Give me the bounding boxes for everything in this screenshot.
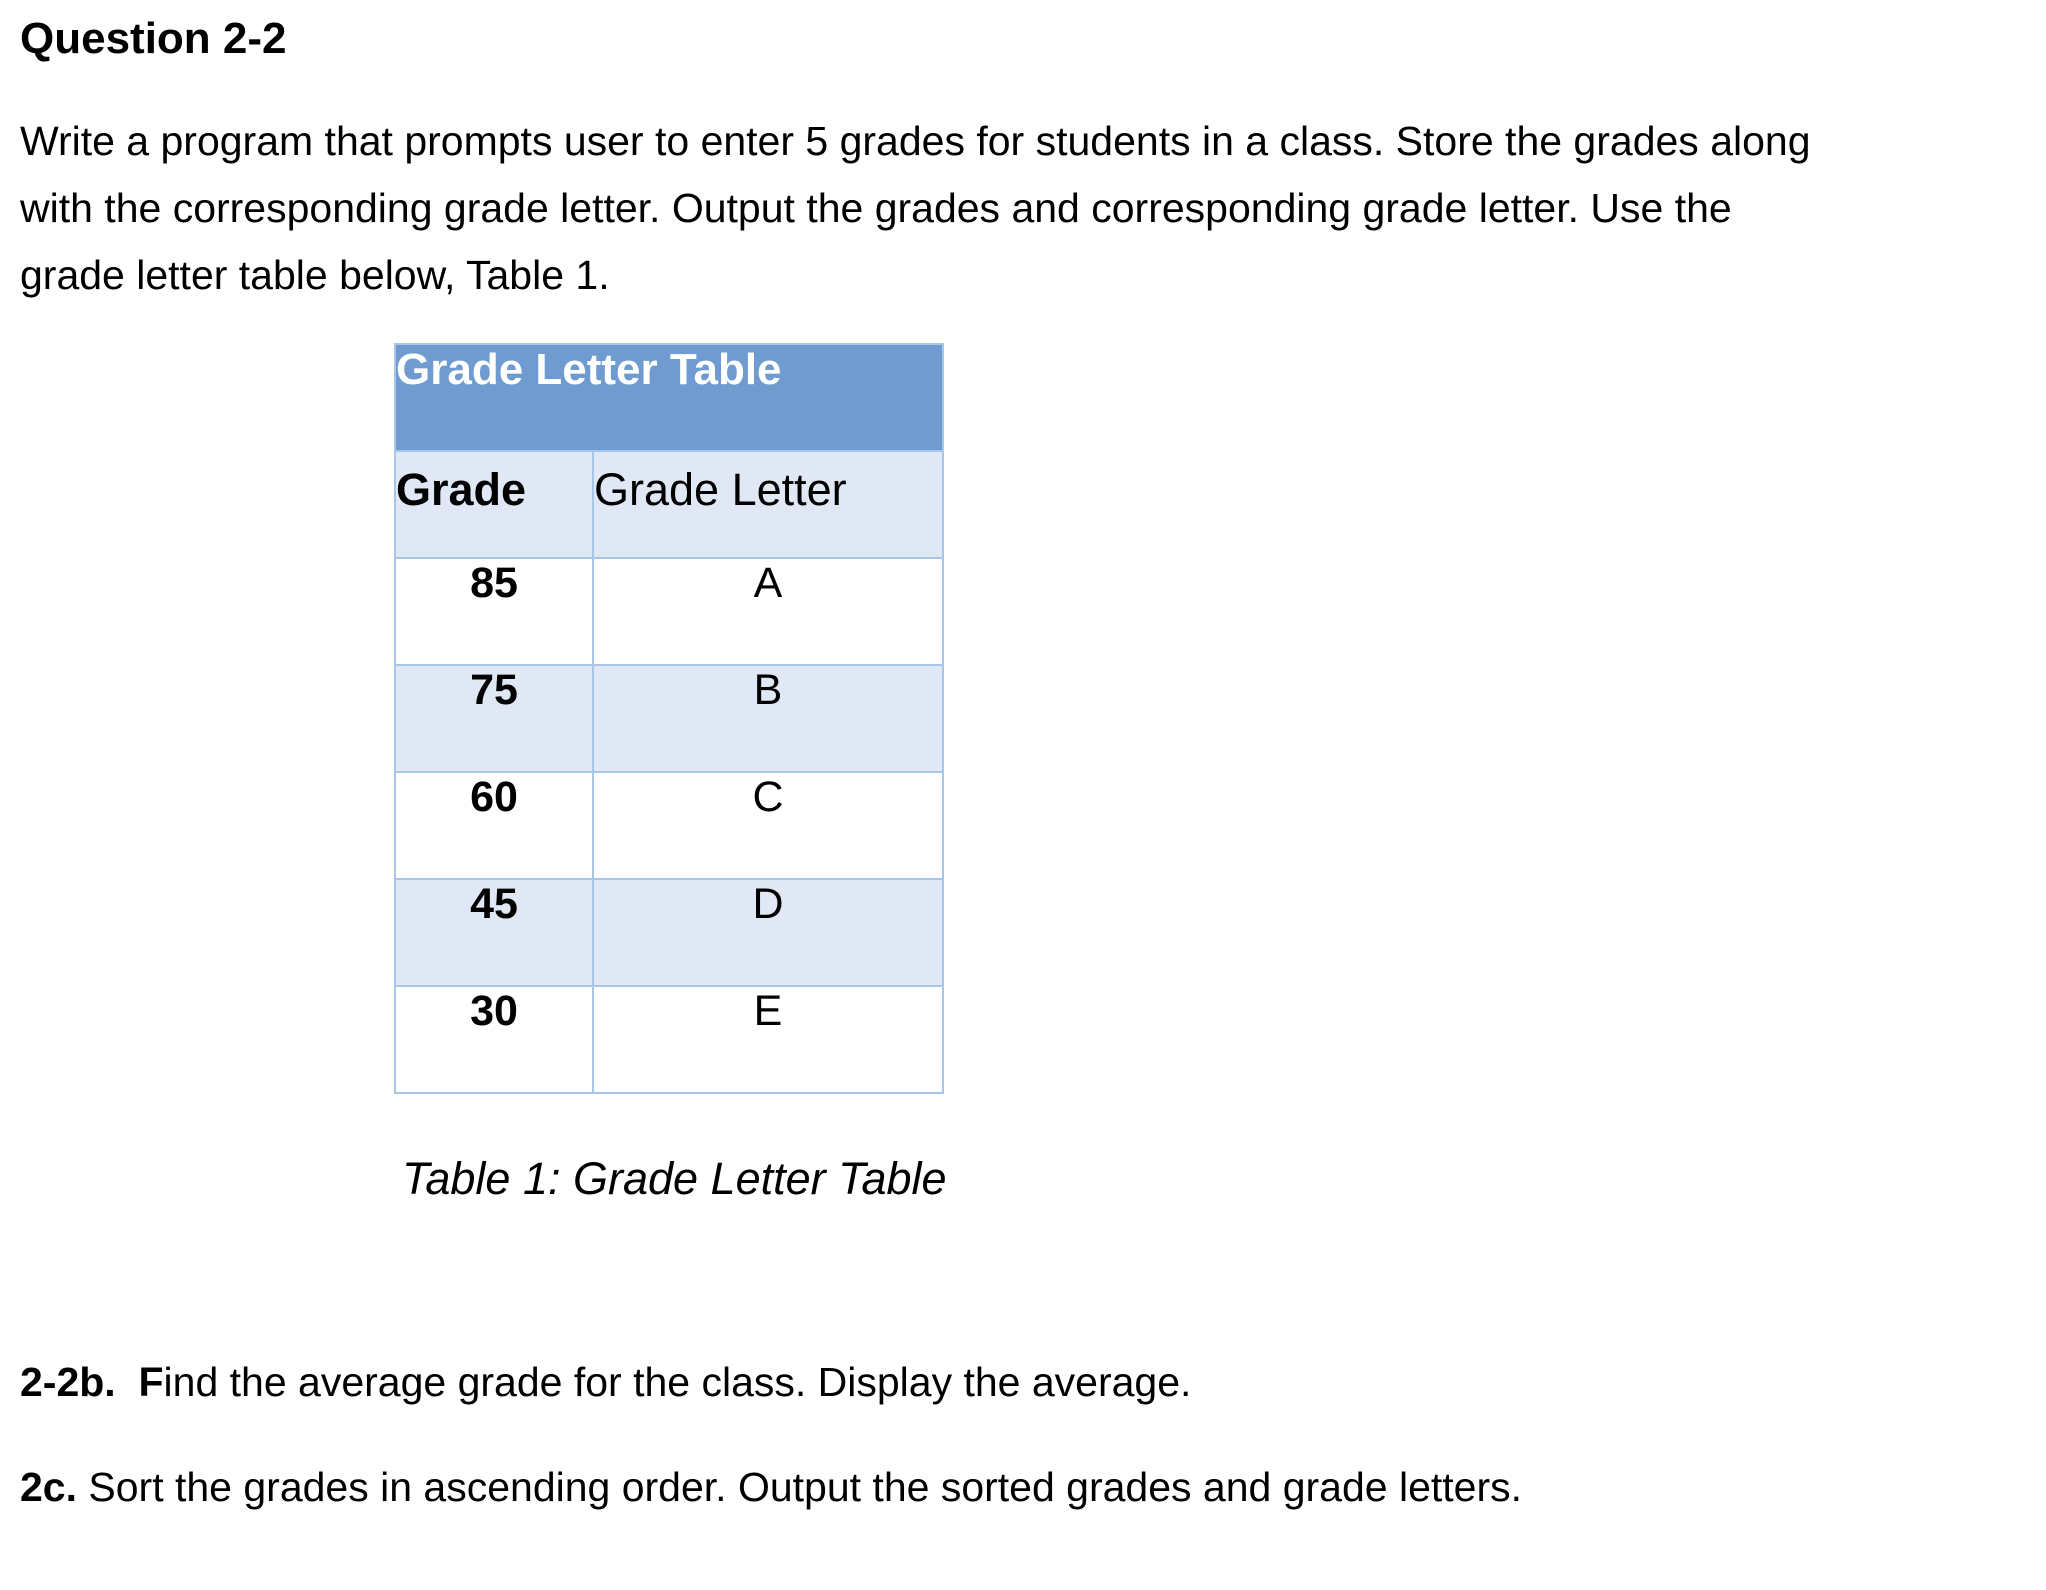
prompt-line: with the corresponding grade letter. Output the grades and corresponding grade letter. Use the: [20, 185, 1732, 231]
table-row: [395, 558, 943, 665]
column-header-grade: Grade: [395, 451, 593, 558]
prompt-line: Write a program that prompts user to enter 5 grades for students in a class. Store the grades along: [20, 118, 1811, 164]
letter-cell: D: [593, 879, 943, 986]
task-label: 2c.: [20, 1464, 77, 1510]
letter-cell: C: [593, 772, 943, 879]
letter-cell: E: [593, 986, 943, 1093]
grade-cell: 30: [395, 986, 593, 1093]
grade-cell: 60: [395, 772, 593, 879]
table-row: [395, 986, 943, 1093]
grade-letter-table: [394, 343, 944, 1094]
question-heading: Question 2-2: [20, 14, 287, 63]
grade-cell: 45: [395, 879, 593, 986]
question-prompt: [20, 108, 2020, 309]
table-title-row: [395, 344, 943, 451]
letter-cell: A: [593, 558, 943, 665]
task-initial: F: [138, 1359, 164, 1405]
task-text: Sort the grades in ascending order. Output the sorted grades and grade letters.: [77, 1464, 1523, 1510]
column-header-grade-letter: Grade Letter: [593, 451, 943, 558]
table-title: Grade Letter Table: [395, 344, 943, 451]
table-row: [395, 879, 943, 986]
task-2c: [20, 1460, 1522, 1514]
table-row: [395, 665, 943, 772]
grade-cell: 75: [395, 665, 593, 772]
grade-cell: 85: [395, 558, 593, 665]
task-label: 2-2b.: [20, 1359, 116, 1405]
prompt-line: grade letter table below, Table 1.: [20, 252, 610, 298]
task-text: ind the average grade for the class. Display the average.: [163, 1359, 1192, 1405]
letter-cell: B: [593, 665, 943, 772]
task-2-2b: [20, 1355, 1191, 1409]
table-row: [395, 772, 943, 879]
table-header-row: [395, 451, 943, 558]
table-caption: Table 1: Grade Letter Table: [402, 1153, 947, 1204]
